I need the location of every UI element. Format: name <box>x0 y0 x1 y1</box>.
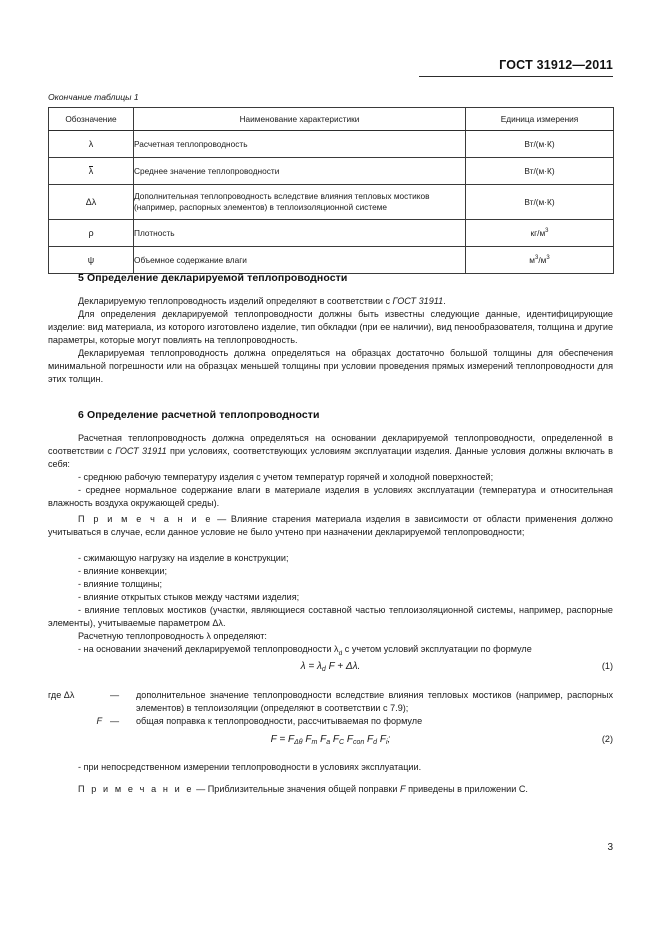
column-header-unit: Единица измерения <box>466 108 614 131</box>
section-6-paragraph-1: Расчетная теплопроводность должна определяться на основании декларируемой теплопроводности, определенной в соответствии с ГОСТ 31911 при условиях, соответствующих условиям эксплуатации изделия. Данные условия должны включать в себя: <box>48 433 613 469</box>
section-6-bullet-7: - влияние тепловых мостиков (участки, являющиеся составной частью теплоизоляционной системы, например, распорные элементы), учитываемые параметром Δλ. <box>48 605 613 628</box>
column-header-name: Наименование характеристики <box>134 108 466 131</box>
page-number: 3 <box>607 842 613 853</box>
section-6-bullet-1: - среднюю рабочую температуру изделия с учетом температур горячей и холодной поверхностей; <box>78 472 494 482</box>
row-symbol: ψ <box>49 247 134 274</box>
row-name: Расчетная теплопроводность <box>134 131 466 158</box>
where-definition: общая поправка к теплопроводности, рассчитываемая по формуле <box>136 716 423 726</box>
formula-1: λ = λd F + Δλ. (1) <box>300 661 613 673</box>
symbol-f: F <box>400 784 406 794</box>
note-label: П р и м е ч а н и е <box>78 784 194 794</box>
where-dash: — <box>110 716 120 726</box>
section-6-basis-line: - на основании значений декларируемой теплопроводности $\lambda_d$ с учетом условий эксплуатации по формуле <box>78 644 532 657</box>
row-unit: Вт/(м·К) <box>466 185 614 220</box>
table-caption: Окончание таблицы 1 <box>48 92 139 102</box>
where-symbol-f: F <box>96 716 102 726</box>
note-label: П р и м е ч а н и е <box>78 514 213 524</box>
section-6-note-1: П р и м е ч а н и е — Влияние старения материала изделия в зависимости от области применения должно учитываться в случае, если данное условие не было учтено при назначении декларируемой теплопроводности; <box>48 514 613 537</box>
row-unit: Вт/(м·К) <box>466 131 614 158</box>
section-5-heading: 5 Определение декларируемой теплопроводности <box>78 272 348 284</box>
row-symbol: λ <box>49 131 134 158</box>
row-symbol: Δλ <box>49 185 134 220</box>
section-6-bullet-4: - влияние конвекции; <box>78 566 167 576</box>
section-6-bullet-2: - среднее нормальное содержание влаги в материале изделия в условиях эксплуатации (температура и относительная влажность воздуха окружающей среды). <box>48 485 613 508</box>
standard-designation: ГОСТ 31912—2011 <box>499 58 613 72</box>
table-row <box>49 247 614 274</box>
row-name: Среднее значение теплопроводности <box>134 158 466 185</box>
header-rule <box>419 76 613 77</box>
section-6-lambda-intro: Расчетную теплопроводность λ определяют: <box>78 631 267 641</box>
section-5-paragraph-2: Для определения декларируемой теплопроводности должны быть известны следующие данные, идентифицирующие изделие: вид материала, из которого изготовлено изделие, тип обкладки (при ее наличии), вид пенообразователя, толщина и другие параметры, которые могут повлиять на теплопроводность. <box>48 309 613 345</box>
row-name: Дополнительная теплопроводность вследствие влияния тепловых мостиков (например, распорных элементов) в теплоизоляционной системе <box>134 185 466 220</box>
lambda-d-subscript: d <box>338 649 343 657</box>
table-row <box>49 131 614 158</box>
where-block-2 <box>48 715 613 728</box>
section-6-bullet-5: - влияние толщины; <box>78 579 163 589</box>
row-name: Плотность <box>134 220 466 247</box>
characteristics-table <box>48 107 614 274</box>
where-block-1 <box>48 689 613 715</box>
row-unit: $кг/м^3$ <box>466 220 614 247</box>
row-unit: Вт/(м·К) <box>466 158 614 185</box>
where-definition: дополнительное значение теплопроводности вследствие влияния тепловых мостиков (например, распорных элементов) в теплоизоляции (определяют в соответствии с 7.9); <box>136 690 613 713</box>
formula-2: F = FΔθ Fm Fa FC Fcon Fd Fi; (2) <box>270 734 613 746</box>
overline-lambda: λ <box>88 165 94 176</box>
row-symbol <box>49 158 134 185</box>
row-symbol: ρ <box>49 220 134 247</box>
row-name: Объемное содержание влаги <box>134 247 466 274</box>
where-symbol-delta-lambda: где Δλ <box>48 690 75 700</box>
section-6-bullet-direct: - при непосредственном измерении теплопроводности в условиях эксплуатации. <box>78 762 422 772</box>
section-6-note-2: П р и м е ч а н и е — Приблизительные значения общей поправки F приведены в приложении С. <box>78 784 528 794</box>
section-5-paragraph-3: Декларируемая теплопроводность должна определяться на образцах достаточно большой толщины для обеспечения минимальной погрешности или на образцах меньшей толщины при условии проведения прямых измерений теплопроводности для этих толщин. <box>48 348 613 384</box>
table-header-row <box>49 108 614 131</box>
table-row <box>49 158 614 185</box>
section-5-paragraph-1: Декларируемую теплопроводность изделий определяют в соответствии с ГОСТ 31911. <box>78 296 446 306</box>
reference-gost-31911: ГОСТ 31911 <box>392 296 444 306</box>
reference-gost-31911: ГОСТ 31911 <box>115 446 167 456</box>
formula-2-number: (2) <box>601 734 613 744</box>
where-dash: — <box>110 690 120 700</box>
section-6-bullet-6: - влияние открытых стыков между частями изделия; <box>78 592 300 602</box>
row-unit: $м^3/м^3$ <box>466 247 614 274</box>
section-6-bullet-3: - сжимающую нагрузку на изделие в конструкции; <box>78 553 289 563</box>
section-6-heading: 6 Определение расчетной теплопроводности <box>78 409 320 421</box>
column-header-symbol: Обозначение <box>49 108 134 131</box>
formula-1-number: (1) <box>601 661 613 671</box>
table-row <box>49 185 614 220</box>
table-row <box>49 220 614 247</box>
